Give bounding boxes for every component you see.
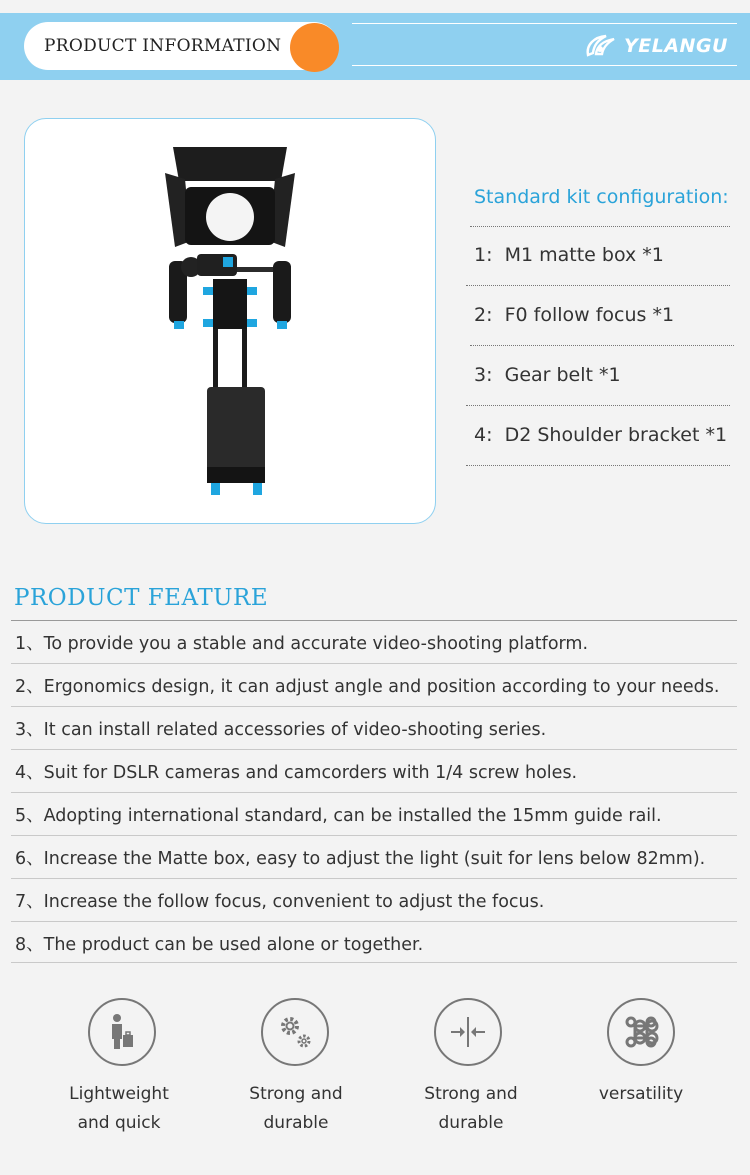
kit-item-number: 1: bbox=[474, 244, 493, 266]
badge-label-line: Lightweight bbox=[69, 1084, 169, 1104]
person-luggage-icon bbox=[88, 998, 156, 1066]
kit-divider bbox=[470, 226, 730, 227]
feature-divider bbox=[11, 921, 737, 922]
kit-divider bbox=[466, 465, 730, 466]
badge-label-line: versatility bbox=[598, 1084, 684, 1104]
feature-divider bbox=[11, 878, 737, 879]
kit-item bbox=[474, 244, 664, 266]
feature-item: 4、Suit for DSLR cameras and camcorders with 1/4 screw holes. bbox=[15, 763, 578, 783]
kit-item bbox=[474, 364, 621, 386]
gears-icon bbox=[261, 998, 329, 1066]
feature-item: 5、Adopting international standard, can be installed the 15mm guide rail. bbox=[15, 806, 662, 826]
kit-item bbox=[474, 424, 727, 446]
kit-divider bbox=[466, 405, 730, 406]
feature-title: PRODUCT FEATURE bbox=[14, 585, 269, 611]
brand-logo bbox=[584, 33, 728, 59]
badge-label-line: and quick bbox=[77, 1113, 161, 1133]
kit-item-label: D2 Shoulder bracket *1 bbox=[504, 424, 728, 446]
badge-label bbox=[34, 1080, 204, 1138]
command-key-icon bbox=[607, 998, 675, 1066]
feature-divider bbox=[11, 792, 737, 793]
compress-arrows-icon bbox=[434, 998, 502, 1066]
product-image-frame bbox=[24, 118, 436, 524]
feature-item: 3、It can install related accessories of video-shooting series. bbox=[15, 720, 547, 740]
badge-label-line: durable bbox=[438, 1113, 504, 1133]
feature-item: 8、The product can be used alone or together. bbox=[15, 935, 424, 955]
brand-name: YELANGU bbox=[624, 35, 728, 57]
kit-item-label: F0 follow focus *1 bbox=[504, 304, 675, 326]
feature-item: 2、Ergonomics design, it can adjust angle and position according to your needs. bbox=[15, 677, 720, 697]
feature-item: 7、Increase the follow focus, convenient to adjust the focus. bbox=[15, 892, 545, 912]
orange-dot bbox=[290, 23, 339, 72]
badge-label-line: Strong and bbox=[249, 1084, 343, 1104]
camera-rig-image bbox=[25, 119, 435, 523]
kit-item-number: 4: bbox=[474, 424, 493, 446]
badge-label bbox=[211, 1080, 381, 1138]
feature-item: 6、Increase the Matte box, easy to adjust the light (suit for lens below 82mm). bbox=[15, 849, 706, 869]
header-divider-top bbox=[352, 23, 737, 24]
brand-logo-icon bbox=[584, 33, 620, 59]
feature-divider bbox=[11, 962, 737, 963]
feature-divider bbox=[11, 706, 737, 707]
kit-item-label: M1 matte box *1 bbox=[504, 244, 664, 266]
header-title: PRODUCT INFORMATION bbox=[44, 36, 282, 56]
kit-item-label: Gear belt *1 bbox=[504, 364, 621, 386]
feature-item: 1、To provide you a stable and accurate video-shooting platform. bbox=[15, 634, 589, 654]
header-divider-bottom bbox=[352, 65, 737, 66]
badge-label-line: durable bbox=[263, 1113, 329, 1133]
feature-divider bbox=[11, 749, 737, 750]
feature-divider bbox=[11, 663, 737, 664]
kit-title: Standard kit configuration: bbox=[474, 186, 729, 208]
kit-item bbox=[474, 304, 674, 326]
badge-label bbox=[556, 1080, 726, 1109]
kit-item-number: 2: bbox=[474, 304, 493, 326]
kit-item-number: 3: bbox=[474, 364, 493, 386]
kit-divider bbox=[470, 345, 734, 346]
feature-divider bbox=[11, 620, 737, 621]
badge-label-line: Strong and bbox=[424, 1084, 518, 1104]
header-bar bbox=[0, 13, 750, 80]
kit-divider bbox=[466, 285, 730, 286]
badge-label bbox=[386, 1080, 556, 1138]
feature-divider bbox=[11, 835, 737, 836]
